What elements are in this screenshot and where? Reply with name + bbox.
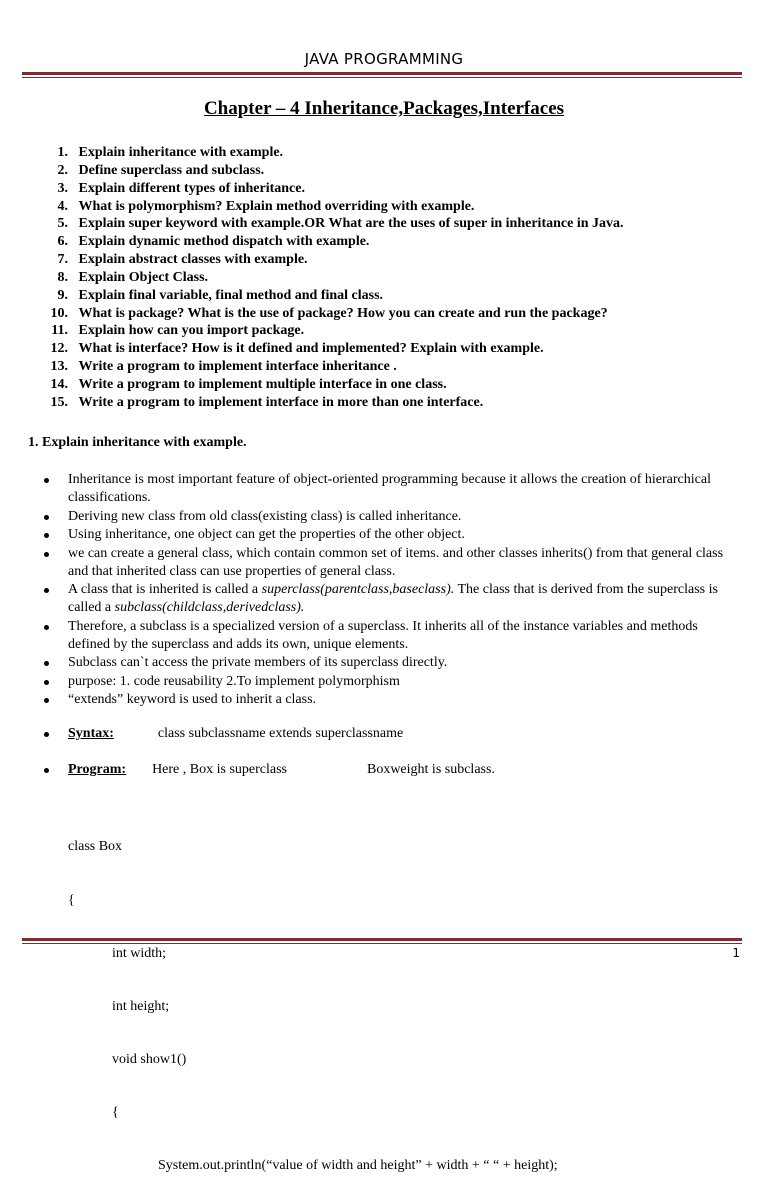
bullet-list xyxy=(32,471,732,780)
code-line: { xyxy=(68,892,75,908)
program-text-2: Boxweight is subclass. xyxy=(366,762,495,777)
program-label: Program: xyxy=(68,762,127,777)
question-item: 9. Explain final variable, final method and final class. xyxy=(57,287,384,303)
syntax-label: Syntax: xyxy=(68,726,114,741)
bullet-item: Subclass can`t access the private members of its superclass directly. xyxy=(32,654,732,672)
bullet-item: purpose: 1. code reusability 2.To implement polymorphism xyxy=(32,673,732,691)
question-item: 10. What is package? What is the use of package? How you can create and run the package? xyxy=(50,305,608,321)
bullet-item: Deriving new class from old class(existing class) is called inheritance. xyxy=(32,508,732,526)
bullet-item: Inheritance is most important feature of object-oriented programming because it allows the creation of hierarchical classifications. xyxy=(32,471,732,507)
code-line: class Box xyxy=(68,839,123,855)
syntax-item xyxy=(32,725,732,743)
syntax-text: class subclassname extends superclassname xyxy=(157,726,404,741)
page-number: 1 xyxy=(732,946,740,960)
question-item: 8. Explain Object Class. xyxy=(57,269,209,285)
header-rule xyxy=(22,72,742,78)
code-block xyxy=(68,803,558,1192)
bullet-item: Using inheritance, one object can get the properties of the other object. xyxy=(32,526,732,544)
question-item: 15. Write a program to implement interface in more than one interface. xyxy=(50,394,484,410)
question-item: 3. Explain different types of inheritance. xyxy=(57,180,305,196)
question-item: 4. What is polymorphism? Explain method overriding with example. xyxy=(57,198,475,214)
code-line: { xyxy=(112,1104,119,1120)
question-item: 7. Explain abstract classes with example. xyxy=(57,252,308,268)
page-header: JAVA PROGRAMMING xyxy=(304,50,464,68)
bullet-item: Therefore, a subclass is a specialized version of a superclass. It inherits all of the instance variables and methods defined by the superclass and adds its own, unique elements. xyxy=(32,618,732,654)
bullet-item: “extends” keyword is used to inherit a class. xyxy=(32,691,732,709)
question-item: 13. Write a program to implement interface inheritance . xyxy=(50,359,397,375)
program-text: Here , Box is superclass xyxy=(152,762,287,777)
program-item xyxy=(32,761,732,779)
bullet-item: we can create a general class, which contain common set of items. and other classes inherits() from that general class and that inherited class can use properties of general class. xyxy=(32,545,732,581)
bullet-item: A class that is inherited is called a superclass(parentclass,baseclass). The class that is derived from the superclass is called a subclass(childclass,derivedclass). xyxy=(32,581,732,617)
footer-rule xyxy=(22,938,742,944)
code-line: int height; xyxy=(112,998,170,1014)
section-heading: 1. Explain inheritance with example. xyxy=(28,435,247,450)
question-list xyxy=(28,144,748,412)
question-item: 14. Write a program to implement multiple interface in one class. xyxy=(50,376,447,392)
question-item: 5. Explain super keyword with example.OR What are the uses of super in inheritance in Java. xyxy=(57,216,624,232)
question-item: 2. Define superclass and subclass. xyxy=(57,162,265,178)
code-line: void show1() xyxy=(112,1051,187,1067)
question-item: 1. Explain inheritance with example. xyxy=(57,145,284,160)
question-item: 12. What is interface? How is it defined and implemented? Explain with example. xyxy=(50,341,544,357)
chapter-title: Chapter – 4 Inheritance,Packages,Interfaces xyxy=(203,98,565,119)
question-item: 11. Explain how can you import package. xyxy=(51,323,305,339)
code-line: System.out.println(“value of width and height” + width + “ “ + height); xyxy=(158,1157,558,1173)
code-line: int width; xyxy=(112,945,167,961)
question-item: 6. Explain dynamic method dispatch with example. xyxy=(57,234,370,250)
